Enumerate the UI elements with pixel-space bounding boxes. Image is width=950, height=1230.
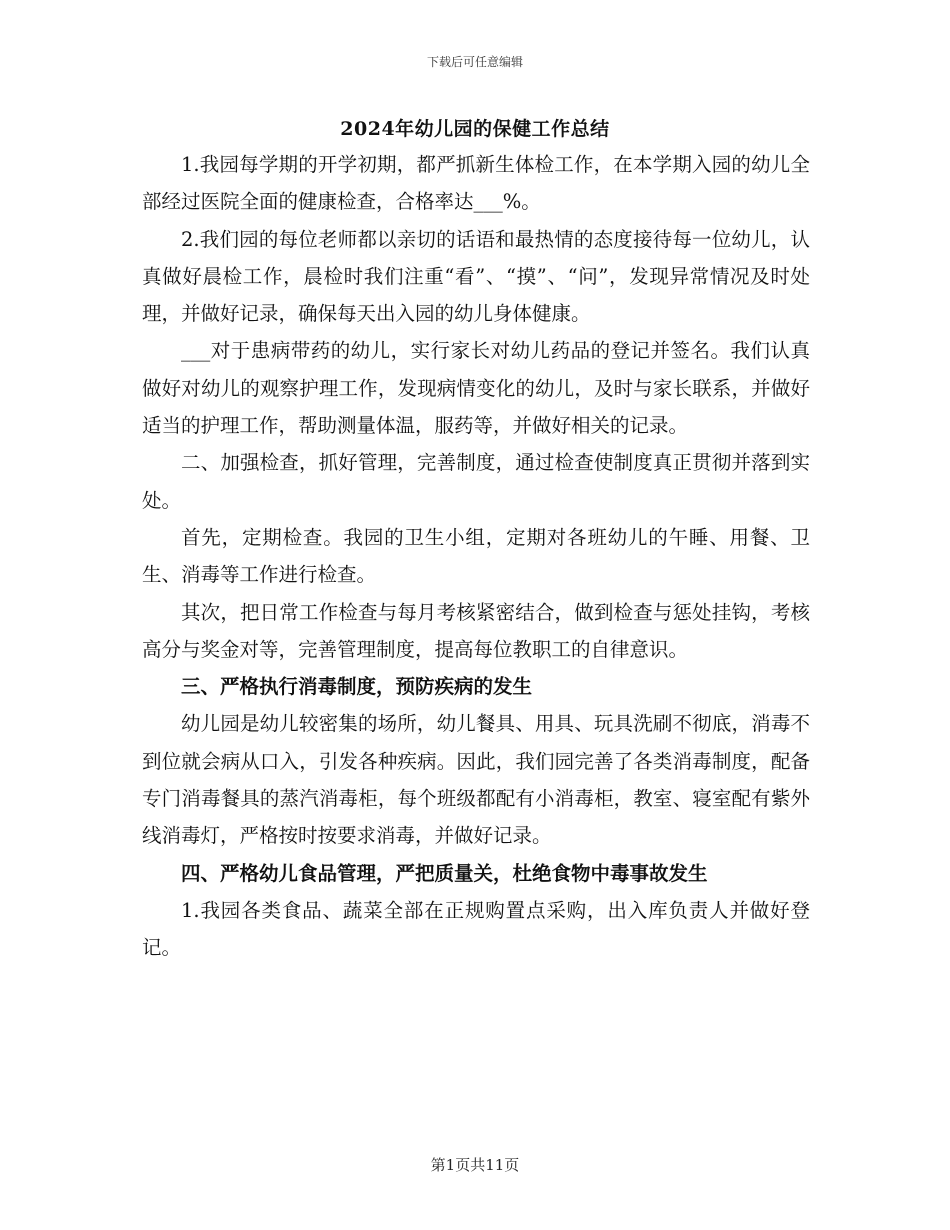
header-note: 下载后可任意编辑 [426, 55, 523, 69]
paragraph-disinfection: 幼儿园是幼儿较密集的场所，幼儿餐具、用具、玩具洗刷不彻底，消毒不到位就会病从口入，引发各种疾病。因此，我们园完善了各类消毒制度，配备专门消毒餐具的蒸汽消毒柜，每个班级都配有小消毒柜，教室、寝室配有紫外线消毒灯，严格按时按要求消毒，并做好记录。 [142, 712, 810, 848]
paragraph-sick-children: ___对于患病带药的幼儿，实行家长对幼儿药品的登记并签名。我们认真做好对幼儿的观察护理工作，发现病情变化的幼儿，及时与家长联系，并做好适当的护理工作，帮助测量体温，服药等，并做好相关的记录。 [142, 339, 810, 438]
paragraph-assessment: 其次，把日常工作检查与每月考核紧密结合，做到检查与惩处挂钩，考核高分与奖金对等，完善管理制度，提高每位教职工的自律意识。 [142, 600, 810, 661]
document-body [142, 146, 810, 967]
section-heading-disinfection: 三、严格执行消毒制度，预防疾病的发生 [181, 675, 533, 699]
paragraph-regular-check: 首先，定期检查。我园的卫生小组，定期对各班幼儿的午睡、用餐、卫生、消毒等工作进行检查。 [142, 525, 810, 587]
document-title: 2024年幼儿园的保健工作总结 [340, 118, 610, 140]
paragraph-inspection: 二、加强检查，抓好管理，完善制度，通过检查使制度真正贯彻并落到实处。 [142, 451, 810, 512]
paragraph-morning-check: 2.我们园的每位老师都以亲切的话语和最热情的态度接待每一位幼儿，认真做好晨检工作，晨检时我们注重“看”、“摸”、“问”，发现异常情况及时处理，并做好记录，确保每天出入园的幼儿身体健康。 [142, 227, 810, 326]
paragraph-health-check: 1.我园每学期的开学初期，都严抓新生体检工作，在本学期入园的幼儿全部经过医院全面的健康检查，合格率达___%。 [142, 153, 810, 214]
page-number: 第1页共11页 [430, 1156, 520, 1174]
section-heading-food: 四、严格幼儿食品管理，严把质量关，杜绝食物中毒事故发生 [181, 861, 708, 885]
paragraph-food-purchase: 1.我园各类食品、蔬菜全部在正规购置点采购，出入库负责人并做好登记。 [142, 898, 810, 960]
